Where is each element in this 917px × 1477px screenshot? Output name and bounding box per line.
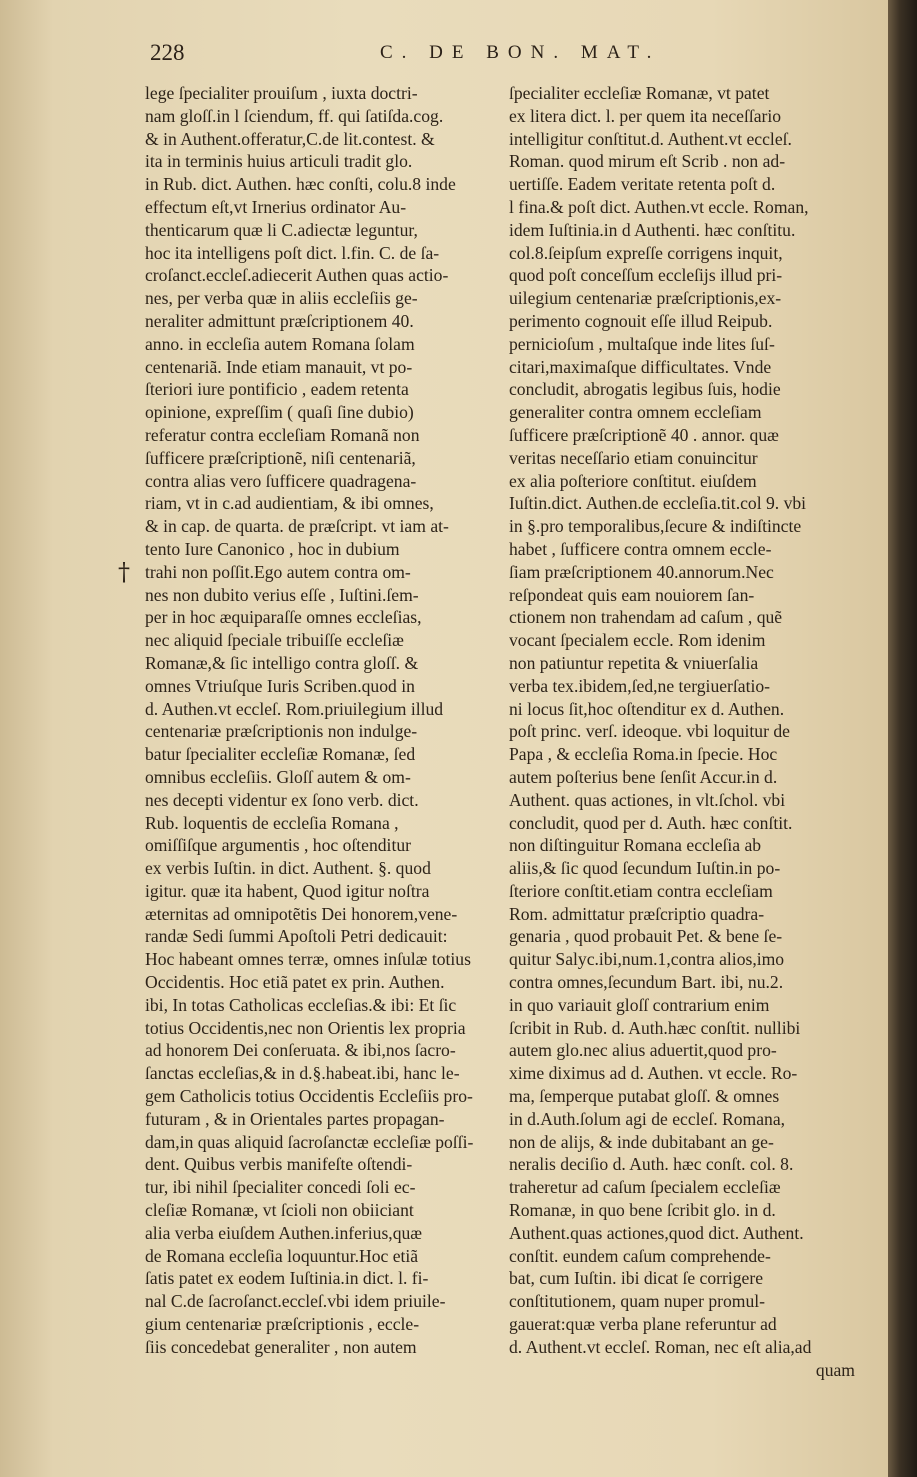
running-title: C. DE BON. MAT. xyxy=(380,42,661,63)
text-line: nam gloſſ.in l ſciendum, ff. qui ſatiſda.cog. xyxy=(145,105,444,126)
text-line: anno. in eccleſia autem Romana ſolam xyxy=(145,333,415,354)
text-line: ſanctas eccleſias,& in d.§.habeat.ibi, hanc le- xyxy=(145,1063,460,1084)
text-line: ma, ſemperque putabat gloſſ. & omnes xyxy=(509,1086,780,1107)
text-line: uilegium centenariæ præſcriptionis,ex- xyxy=(509,288,782,309)
text-line: ad honorem Dei conſeruata. & ibi,nos ſacro- xyxy=(145,1040,456,1061)
text-line: per in hoc æquiparaſſe omnes eccleſias, xyxy=(145,607,422,628)
text-line: d. Authent.vt eccleſ. Roman, nec eſt alia,ad xyxy=(509,1336,812,1357)
margin-dagger-mark: † xyxy=(118,558,130,586)
text-line: quitur Salyc.ibi,num.1,contra alios,imo xyxy=(509,949,785,970)
text-line: omnes Vtriuſque Iuris Scriben.quod in xyxy=(145,675,415,696)
text-line: ita in terminis huius articuli tradit glo. xyxy=(145,151,413,172)
text-line: lege ſpecialiter prouiſum , iuxta doctri- xyxy=(145,83,418,103)
page-header xyxy=(150,40,870,70)
text-line: & in cap. de quarta. de præſcript. vt iam at- xyxy=(145,516,449,537)
text-line: ſpecialiter eccleſiæ Romanæ, vt patet xyxy=(509,83,770,103)
text-line: ex verbis Iuſtin. in dict. Authent. §. quod xyxy=(145,858,431,879)
text-line: effectum eſt,vt Irnerius ordinator Au- xyxy=(145,196,407,217)
text-line: Rom. admittatur præſcriptio quadra- xyxy=(509,903,765,924)
text-line: Authent. quas actiones, in vlt.ſchol. vbi xyxy=(509,789,786,810)
text-line: poſt princ. verſ. ideoque. vbi loquitur de xyxy=(509,721,790,742)
text-line: Iuſtin.dict. Authen.de eccleſia.tit.col 9. vbi xyxy=(509,493,807,514)
text-line: referatur contra eccleſiam Romanã non xyxy=(145,424,420,445)
text-line: veritas neceſſario etiam conuincitur xyxy=(509,447,758,468)
text-line: ſufficere præſcriptionẽ, niſi centenariã, xyxy=(145,447,416,468)
text-line: autem glo.nec alius aduertit,quod pro- xyxy=(509,1040,777,1061)
text-line: ſiis concedebat generaliter , non autem xyxy=(145,1336,417,1357)
text-line: non diſtinguitur Romana eccleſia ab xyxy=(509,835,762,856)
text-line: non patiuntur repetita & vniuerſalia xyxy=(509,652,759,673)
text-line: Roman. quod mirum eſt Scrib . non ad- xyxy=(509,151,786,172)
text-line: hoc ita intelligens poſt dict. l.fin. C. de ſa- xyxy=(145,242,440,263)
text-line: contra omnes,ſecundum Bart. ibi, nu.2. xyxy=(509,972,784,993)
text-line: gium centenariæ præſcriptionis , eccle- xyxy=(145,1314,420,1335)
text-line: tento Iure Canonico , hoc in dubium xyxy=(145,538,400,559)
text-line: aliis,& ſic quod ſecundum Iuſtin.in po- xyxy=(509,858,781,879)
text-line: quod poſt conceſſum eccleſijs illud pri- xyxy=(509,265,783,286)
text-line: non de alijs, & inde dubitabant an ge- xyxy=(509,1131,774,1152)
right-column xyxy=(509,82,857,1381)
text-line: ex alia poſteriore conſtitut. eiuſdem xyxy=(509,470,757,491)
text-line: Authent.quas actiones,quod dict. Authent. xyxy=(509,1222,804,1243)
text-line: tur, ibi nihil ſpecialiter concedi ſoli ec- xyxy=(145,1177,416,1198)
text-line: traheretur ad caſum ſpecialem eccleſiæ xyxy=(509,1177,781,1198)
text-line: genaria , quod probauit Pet. & bene ſe- xyxy=(509,926,783,947)
text-line: futuram , & in Orientales partes propagan- xyxy=(145,1108,445,1129)
text-line: croſanct.eccleſ.adiecerit Authen quas actio- xyxy=(145,265,449,286)
catchword: quam xyxy=(815,1359,855,1380)
text-line: contra alias vero ſufficere quadragena- xyxy=(145,470,417,491)
text-line: xime diximus ad d. Authen. vt eccle. Ro- xyxy=(509,1063,798,1084)
text-line: centenariã. Inde etiam manauit, vt po- xyxy=(145,356,413,377)
text-line: concludit, abrogatis legibus ſuis, hodie xyxy=(509,379,781,400)
text-line: alia verba eiuſdem Authen.inferius,quæ xyxy=(145,1222,423,1243)
book-binding-edge xyxy=(888,0,917,1477)
text-line: Papa , & eccleſia Roma.in ſpecie. Hoc xyxy=(509,744,778,765)
text-line: bat, cum Iuſtin. ibi dicat ſe corrigere xyxy=(509,1268,764,1289)
text-line: in §.pro temporalibus,ſecure & indiſtincte xyxy=(509,516,802,537)
text-line: ni locus ſit,hoc oſtenditur ex d. Authen. xyxy=(509,698,785,719)
text-line: concludit, quod per d. Auth. hæc conſtit. xyxy=(509,812,793,833)
text-line: nes non dubito verius eſſe , Iuſtini.ſem- xyxy=(145,584,419,605)
text-line: nal C.de ſacroſanct.eccleſ.vbi idem priuile- xyxy=(145,1291,446,1312)
text-line: igitur. quæ ita habent, Quod igitur noſtra xyxy=(145,880,430,901)
text-line: gem Catholicis totius Occidentis Eccleſiis pro- xyxy=(145,1086,473,1107)
text-line: autem poſterius bene ſenſit Accur.in d. xyxy=(509,766,778,787)
text-line: Rub. loquentis de eccleſia Romana , xyxy=(145,812,399,833)
text-line: ſatis patet ex eodem Iuſtinia.in dict. l. fi- xyxy=(145,1268,429,1289)
text-line: conſtitutionem, quam nuper promul- xyxy=(509,1291,766,1312)
text-line: neraliter admittunt præſcriptionem 40. xyxy=(145,310,414,331)
text-line: nes, per verba quæ in aliis eccleſiis ge- xyxy=(145,288,418,309)
text-line: ſiam præſcriptionem 40.annorum.Nec xyxy=(509,561,774,582)
text-line: ſteriori iure pontificio , eadem retenta xyxy=(145,379,409,400)
text-line: opinione, expreſſim ( quaſi ſine dubio) xyxy=(145,402,414,423)
text-line: perimento cognouit eſſe illud Reipub. xyxy=(509,310,773,331)
text-line: cleſiæ Romanæ, vt ſcioli non obiiciant xyxy=(145,1200,414,1221)
text-line: batur ſpecialiter eccleſiæ Romanæ, ſed xyxy=(145,744,416,765)
text-line: Romanæ,& ſic intelligo contra gloſſ. & xyxy=(145,652,419,673)
text-line: omnibus eccleſiis. Gloſſ autem & om- xyxy=(145,766,411,787)
text-line: col.8.ſeipſum expreſſe corrigens inquit, xyxy=(509,242,783,263)
text-line: æternitas ad omnipotẽtis Dei honorem,vene- xyxy=(145,903,458,924)
text-line: ſteriore conſtit.etiam contra eccleſiam xyxy=(509,880,773,901)
text-line: randæ Sedi ſummi Apoſtoli Petri dedicauit: xyxy=(145,926,448,947)
text-line: generaliter contra omnem eccleſiam xyxy=(509,402,762,423)
text-line: in Rub. dict. Authen. hæc conſti, colu.8 inde xyxy=(145,174,456,195)
text-line: idem Iuſtinia.in d Authenti. hæc conſtitu. xyxy=(509,219,796,240)
text-line: thenticarum quæ li C.adiectæ leguntur, xyxy=(145,219,418,240)
text-line: omiſſiſque argumentis , hoc oſtenditur xyxy=(145,835,411,856)
text-line: centenariæ præſcriptionis non indulge- xyxy=(145,721,418,742)
text-line: habet , ſufficere contra omnem eccle- xyxy=(509,538,772,559)
text-line: riam, vt in c.ad audientiam, & ibi omnes, xyxy=(145,493,434,514)
text-line: intelligitur conſtitut.d. Authent.vt eccleſ. xyxy=(509,128,792,149)
text-line: in d.Auth.ſolum agi de eccleſ. Romana, xyxy=(509,1108,786,1129)
text-line: Occidentis. Hoc etiã patet ex prin. Authen. xyxy=(145,972,445,993)
text-line: vocant ſpecialem eccle. Rom idenim xyxy=(509,630,766,651)
text-line: & in Authent.offeratur,C.de lit.contest. & xyxy=(145,128,435,149)
text-line: nes decepti videntur ex ſono verb. dict. xyxy=(145,789,419,810)
text-line: ex litera dict. l. per quem ita neceſſario xyxy=(509,105,782,126)
text-line: citari,maximaſque difficultates. Vnde xyxy=(509,356,772,377)
text-line: ctionem non trahendam ad caſum , quẽ xyxy=(509,607,783,628)
text-line: ibi, In totas Catholicas eccleſias.& ibi: Et ſic xyxy=(145,994,457,1015)
text-line: de Romana eccleſia loquuntur.Hoc etiã xyxy=(145,1245,419,1266)
text-line: reſpondeat quis eam nouiorem ſan- xyxy=(509,584,755,605)
text-line: nec aliquid ſpeciale tribuiſſe eccleſiæ xyxy=(145,630,404,651)
text-line: ſcribit in Rub. d. Auth.hæc conſtit. nullibi xyxy=(509,1017,801,1038)
text-line: dent. Quibus verbis manifeſte oſtendi- xyxy=(145,1154,413,1175)
left-column xyxy=(145,82,497,1359)
text-line: conſtit. eundem caſum comprehende- xyxy=(509,1245,771,1266)
text-line: d. Authen.vt eccleſ. Rom.priuilegium illud xyxy=(145,698,444,719)
text-line: in quo variauit gloſſ contrarium enim xyxy=(509,994,770,1015)
text-line: l fina.& poſt dict. Authen.vt eccle. Roman, xyxy=(509,196,809,217)
text-line: Hoc habeant omnes terræ, omnes inſulæ totius xyxy=(145,949,471,970)
text-line: gauerat:quæ verba plane referuntur ad xyxy=(509,1314,777,1335)
text-line: dam,in quas aliquid ſacroſanctæ eccleſiæ poſſi- xyxy=(145,1131,474,1152)
text-line: trahi non poſſit.Ego autem contra om- xyxy=(145,561,411,582)
text-line: Romanæ, in quo bene ſcribit glo. in d. xyxy=(509,1200,776,1221)
text-line: uertiſſe. Eadem veritate retenta poſt d. xyxy=(509,174,776,195)
text-line: ſufficere præſcriptionẽ 40 . annor. quæ xyxy=(509,424,779,445)
page-number: 228 xyxy=(150,40,185,65)
text-line: neralis deciſio d. Auth. hæc conſt. col. 8. xyxy=(509,1154,794,1175)
text-line: pernicioſum , multaſque inde lites ſuſ- xyxy=(509,333,775,354)
text-line: totius Occidentis,nec non Orientis lex propria xyxy=(145,1017,466,1038)
text-line: verba tex.ibidem,ſed,ne tergiuerſatio- xyxy=(509,675,771,696)
